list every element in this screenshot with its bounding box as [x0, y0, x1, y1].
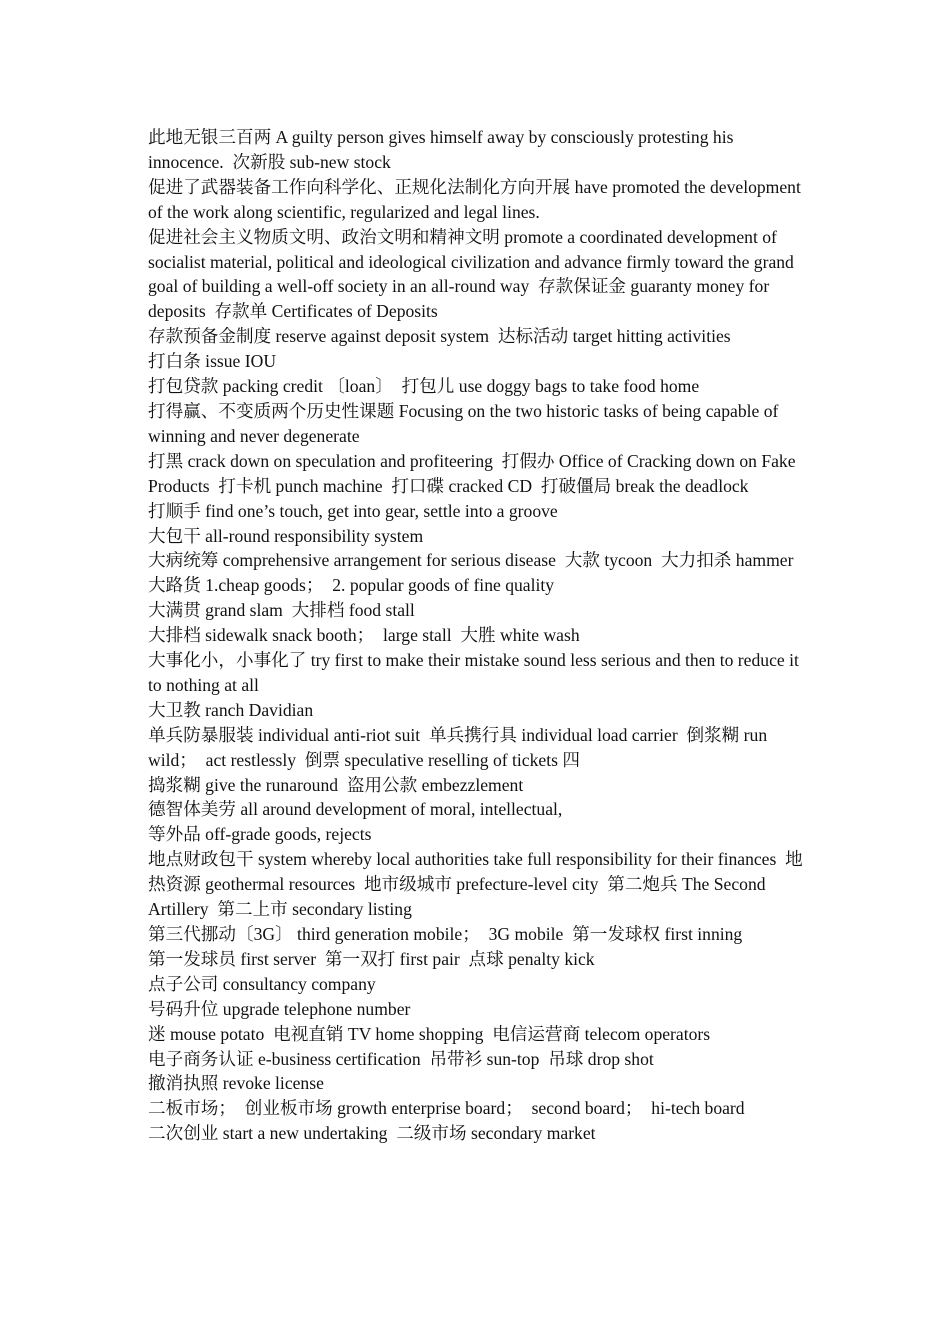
glossary-line: 电子商务认证 e-business certification 吊带衫 sun-top 吊球 drop shot [148, 1048, 654, 1069]
glossary-line: 迷 mouse potato 电视直销 TV home shopping 电信运营商 telecom operators [148, 1023, 711, 1044]
glossary-line: 此地无银三百两 A guilty person gives himself away by consciously protesting his innocence. 次新股 sub-new stock [148, 127, 738, 172]
glossary-line: 地点财政包干 system whereby local authorities take full responsibility for their finances 地热资源 geothermal resources 地市级城市 prefecture-level city 第二炮兵 The Second Artillery 第二上市 secondary listing [148, 849, 803, 920]
glossary-line: 打得赢、不变质两个历史性课题 Focusing on the two historic tasks of being capable of winning and never degenerate [148, 400, 783, 446]
glossary-line: 二板市场； 创业板市场 growth enterprise board； second board； hi-tech board [148, 1098, 745, 1119]
glossary-line: 大排档 sidewalk snack booth； large stall 大胜 white wash [148, 625, 580, 646]
glossary-line: 等外品 off-grade goods, rejects [148, 824, 372, 845]
glossary-line: 大满贯 grand slam 大排档 food stall [148, 600, 415, 621]
glossary-line: 打黑 crack down on speculation and profiteering 打假办 Office of Cracking down on Fake Products 打卡机 punch machine 打口碟 cracked CD 打破僵局 break the deadlock [148, 450, 800, 496]
glossary-line: 大病统筹 comprehensive arrangement for serious disease 大款 tycoon 大力扣杀 hammer [148, 550, 794, 571]
glossary-line: 大包干 all-round responsibility system [148, 525, 424, 546]
glossary-line: 号码升位 upgrade telephone number [148, 998, 411, 1019]
glossary-line: 打白条 issue IOU [148, 351, 277, 372]
glossary-line: 促进了武器装备工作向科学化、正规化法制化方向开展 have promoted the development of the work along scientific, regularized and legal lines. [148, 176, 806, 222]
glossary-line: 大事化小，小事化了 try first to make their mistake sound less serious and then to reduce it to nothing at all [148, 650, 804, 695]
glossary-line: 二次创业 start a new undertaking 二级市场 secondary market [148, 1123, 596, 1144]
glossary-line: 打包贷款 packing credit 〔loan〕 打包儿 use doggy bags to take food home [148, 376, 700, 397]
glossary-line: 大卫教 ranch Davidian [148, 699, 314, 720]
glossary-line: 打顺手 find one’s touch, get into gear, settle into a groove [148, 500, 558, 521]
glossary-line: 点子公司 consultancy company [148, 973, 376, 994]
glossary-line: 大路货 1.cheap goods； 2. popular goods of fine quality [148, 575, 555, 596]
glossary-line: 撤消执照 revoke license [148, 1073, 324, 1094]
glossary-line: 单兵防暴服装 individual anti-riot suit 单兵携行具 individual load carrier 倒浆糊 run wild； act restlessly 倒票 speculative reselling of tickets 四 [148, 724, 772, 770]
glossary-line: 德智体美劳 all around development of moral, intellectual, [148, 799, 563, 820]
glossary-text-body [148, 125, 806, 1146]
glossary-line: 捣浆糊 give the runaround 盗用公款 embezzlement [148, 774, 524, 795]
glossary-line: 促进社会主义物质文明、政治文明和精神文明 promote a coordinated development of socialist material, political and ideological civilization and advance firmly toward the grand goal of building a well-off society in an all-round way 存款保证金 guaranty money for deposits 存款单 Certificates of Deposits [148, 226, 799, 322]
glossary-line: 第一发球员 first server 第一双打 first pair 点球 penalty kick [148, 948, 595, 969]
glossary-line: 第三代挪动〔3G〕 third generation mobile； 3G mobile 第一发球权 first inning [148, 924, 743, 944]
glossary-line: 存款预备金制度 reserve against deposit system 达标活动 target hitting activities [148, 326, 731, 347]
